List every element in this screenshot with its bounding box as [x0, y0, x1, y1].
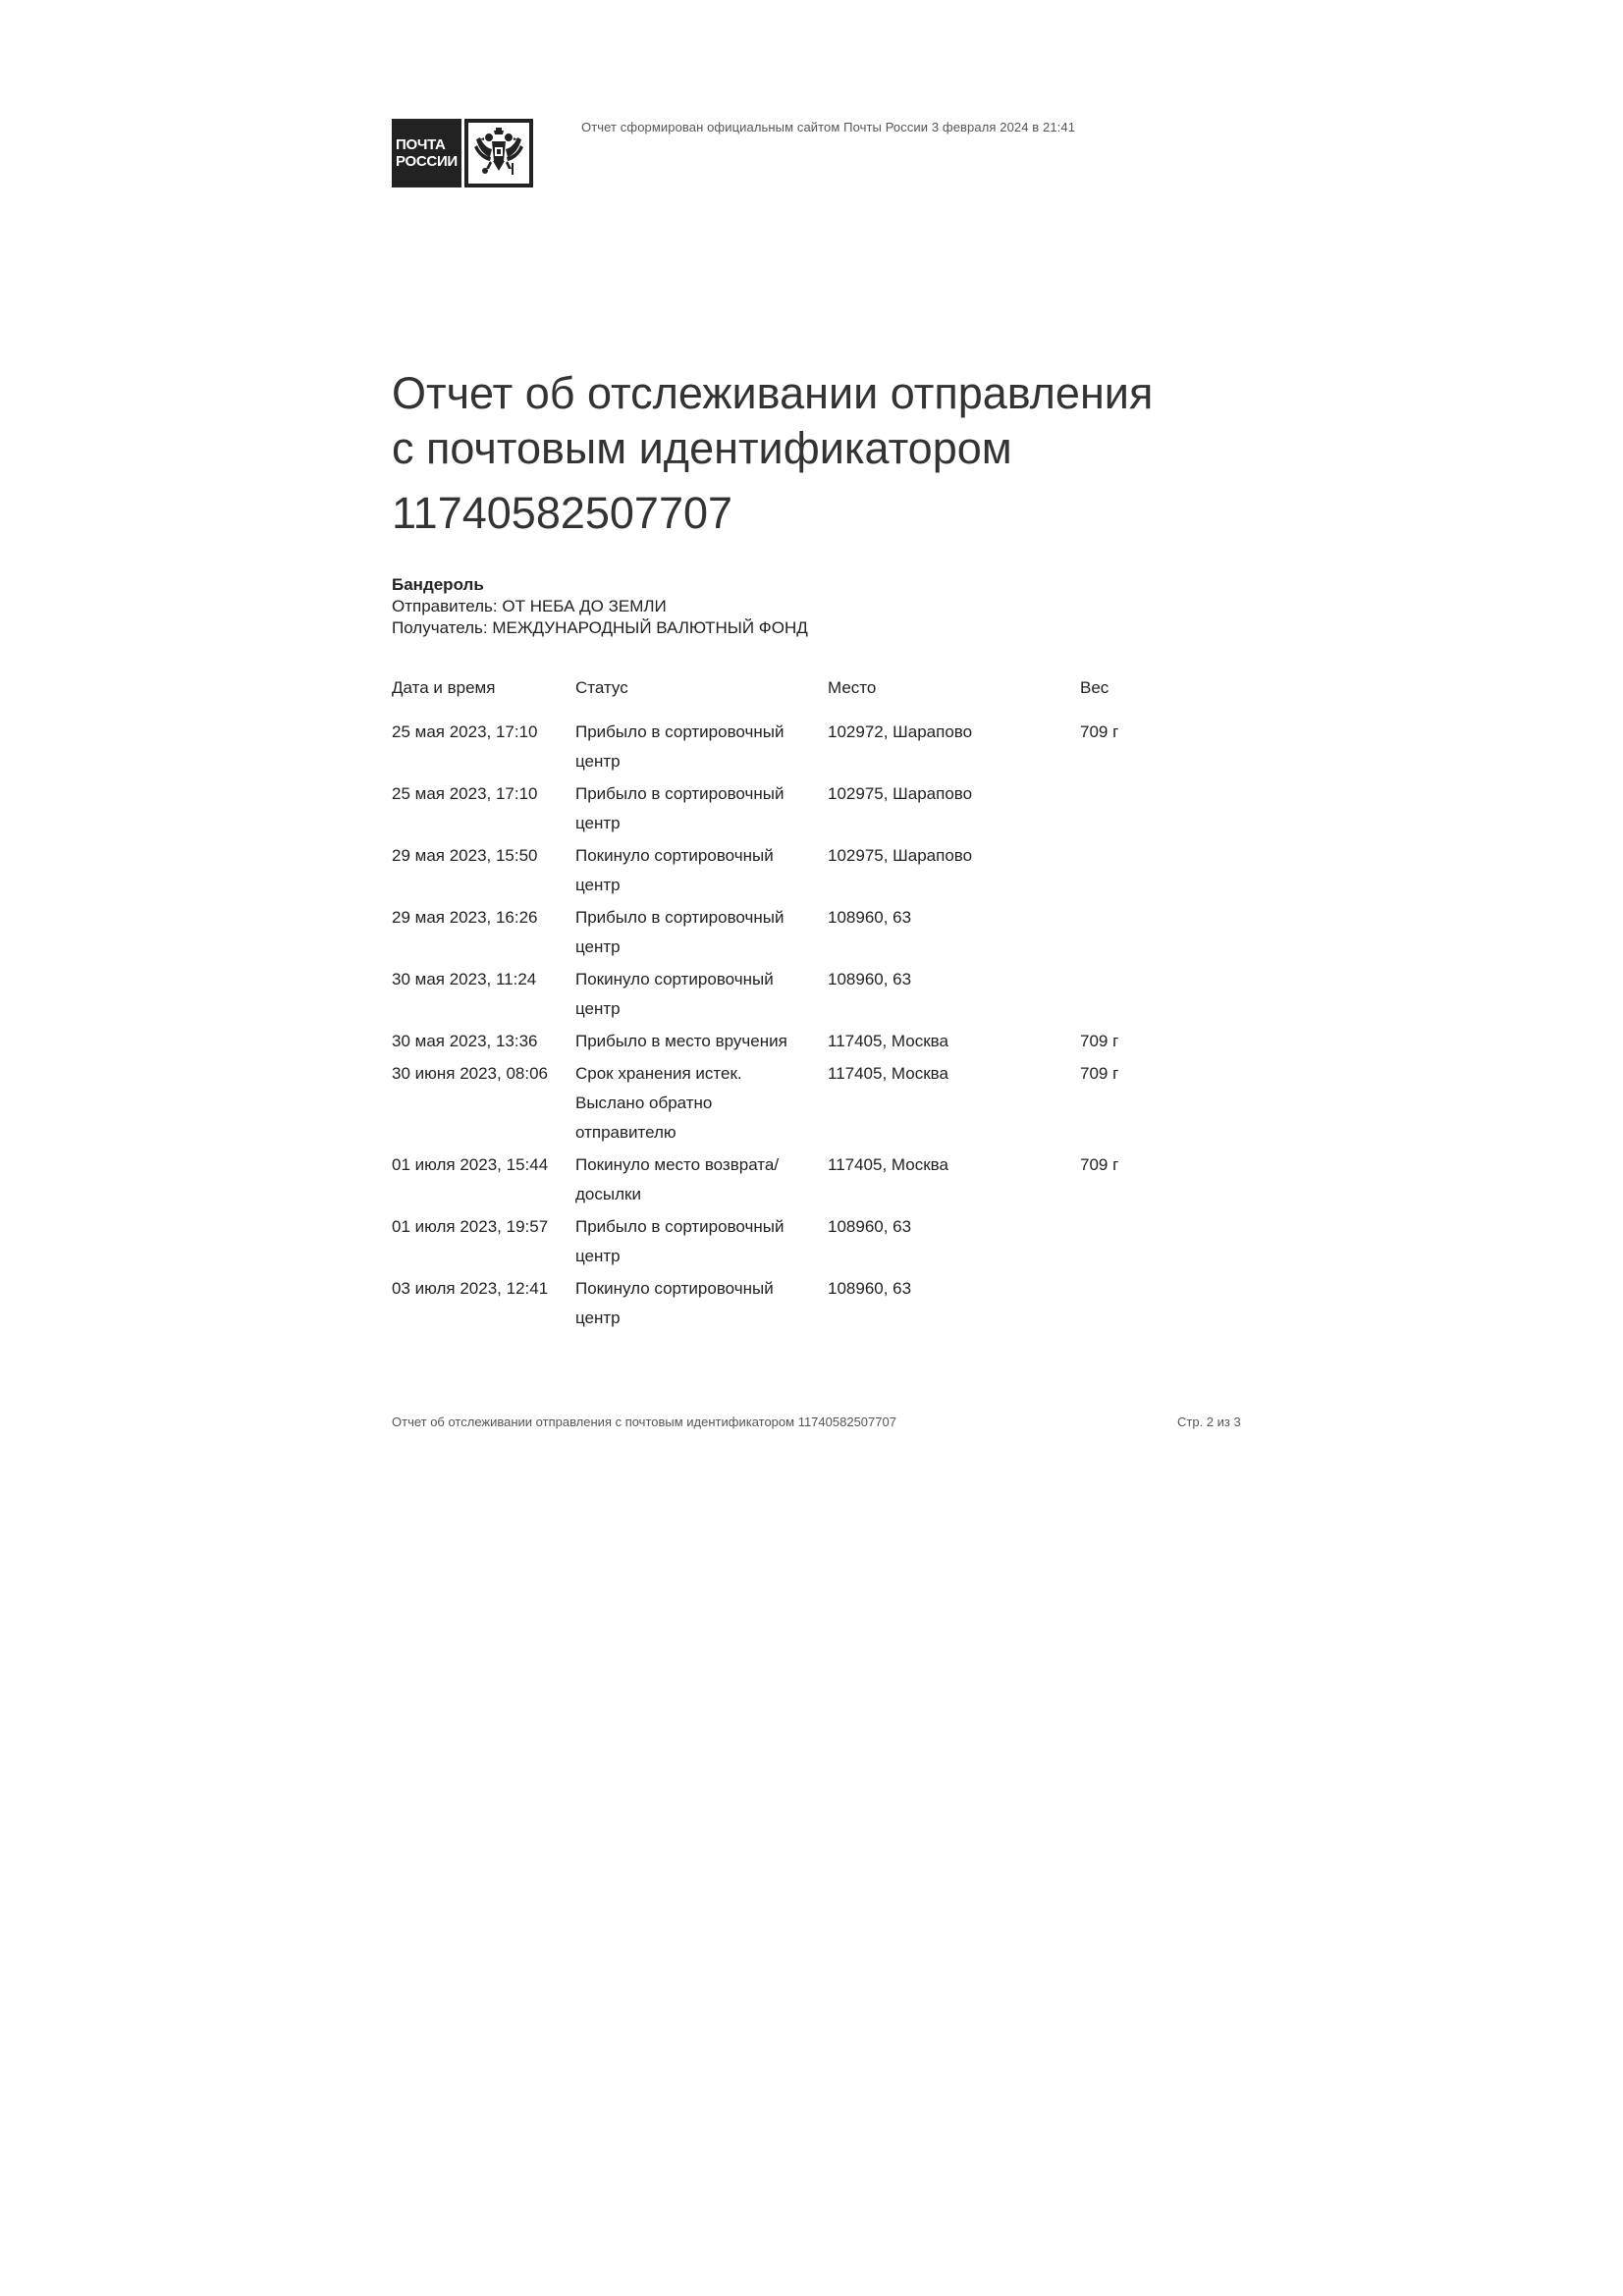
cell-place: 108960, 63: [828, 1217, 912, 1236]
cell-place: 108960, 63: [828, 908, 912, 927]
cell-status: Прибыло в сортировочный центр: [575, 722, 784, 771]
logo-emblem: [464, 119, 533, 187]
pochta-rossii-logo: [392, 119, 533, 187]
shipment-info: [392, 574, 808, 639]
logo-line-1: ПОЧТА: [396, 136, 446, 153]
cell-date: 29 мая 2023, 16:26: [392, 908, 538, 927]
table-row: [392, 1150, 1198, 1212]
cell-status: Прибыло в место вручения: [575, 1032, 787, 1050]
table-row: [392, 1274, 1198, 1336]
cell-place: 102975, Шарапово: [828, 784, 973, 803]
cell-weight: [1080, 779, 1198, 841]
cell-status: Прибыло в сортировочный центр: [575, 908, 784, 956]
page-title: [392, 366, 1275, 541]
cell-date: 30 июня 2023, 08:06: [392, 1064, 549, 1083]
table-row: [392, 779, 1198, 841]
cell-weight: [1080, 1212, 1198, 1274]
title-line-2: с почтовым идентификатором: [392, 423, 1012, 473]
cell-date: 01 июля 2023, 15:44: [392, 1155, 549, 1174]
cell-place: 117405, Москва: [828, 1032, 948, 1050]
header-status: Статус: [575, 678, 628, 697]
logo-line-2: РОССИИ: [396, 153, 458, 170]
cell-date: 03 июля 2023, 12:41: [392, 1279, 549, 1298]
footer-report-title: Отчет об отслеживании отправления с почтовым идентификатором 11740582507707: [392, 1415, 896, 1429]
shipment-sender: Отправитель: ОТ НЕБА ДО ЗЕМЛИ: [392, 597, 667, 615]
cell-place: 102975, Шарапово: [828, 846, 973, 865]
cell-status: Покинуло сортировочный центр: [575, 970, 774, 1018]
double-headed-eagle-icon: [473, 126, 524, 181]
cell-place: 117405, Москва: [828, 1064, 948, 1083]
cell-date: 01 июля 2023, 19:57: [392, 1217, 549, 1236]
table-row: [392, 965, 1198, 1027]
header-place: Место: [828, 678, 877, 697]
cell-status: Покинуло сортировочный центр: [575, 846, 774, 894]
cell-weight: 709 г: [1080, 722, 1119, 741]
cell-status: Прибыло в сортировочный центр: [575, 784, 784, 832]
cell-weight: 709 г: [1080, 1155, 1119, 1174]
cell-place: 108960, 63: [828, 1279, 912, 1298]
table-row: [392, 841, 1198, 903]
cell-weight: [1080, 965, 1198, 1027]
tracking-id: 11740582507707: [392, 488, 733, 538]
cell-weight: [1080, 841, 1198, 903]
tracking-history-table: [392, 678, 1198, 1336]
cell-status: Прибыло в сортировочный центр: [575, 1217, 784, 1265]
table-row: [392, 718, 1198, 779]
table-header-row: [392, 678, 1198, 718]
cell-weight: 709 г: [1080, 1064, 1119, 1083]
cell-weight: [1080, 1274, 1198, 1336]
cell-status: Срок хранения истек. Выслано обратно отправителю: [575, 1064, 742, 1142]
cell-date: 29 мая 2023, 15:50: [392, 846, 538, 865]
cell-status: Покинуло сортировочный центр: [575, 1279, 774, 1327]
logo-wordmark: [392, 119, 461, 187]
tracking-rows: [392, 718, 1198, 1336]
table-row: [392, 903, 1198, 965]
shipment-recipient: Получатель: МЕЖДУНАРОДНЫЙ ВАЛЮТНЫЙ ФОНД: [392, 618, 808, 637]
report-generated-note: Отчет сформирован официальным сайтом Почты России 3 февраля 2024 в 21:41: [581, 120, 1076, 134]
footer-page-number: Стр. 2 из 3: [1177, 1415, 1241, 1429]
cell-date: 25 мая 2023, 17:10: [392, 722, 538, 741]
header-date: Дата и время: [392, 678, 496, 697]
cell-place: 117405, Москва: [828, 1155, 948, 1174]
table-row: [392, 1059, 1198, 1150]
cell-date: 30 мая 2023, 13:36: [392, 1032, 538, 1050]
table-row: [392, 1027, 1198, 1059]
cell-status: Покинуло место возврата/ досылки: [575, 1155, 780, 1203]
cell-weight: [1080, 903, 1198, 965]
cell-date: 25 мая 2023, 17:10: [392, 784, 538, 803]
cell-place: 108960, 63: [828, 970, 912, 988]
cell-weight: 709 г: [1080, 1032, 1119, 1050]
cell-date: 30 мая 2023, 11:24: [392, 970, 537, 988]
header-weight: Вес: [1080, 678, 1109, 697]
cell-place: 102972, Шарапово: [828, 722, 973, 741]
title-line-1: Отчет об отслеживании отправления: [392, 368, 1154, 418]
shipment-type: Бандероль: [392, 575, 484, 594]
table-row: [392, 1212, 1198, 1274]
